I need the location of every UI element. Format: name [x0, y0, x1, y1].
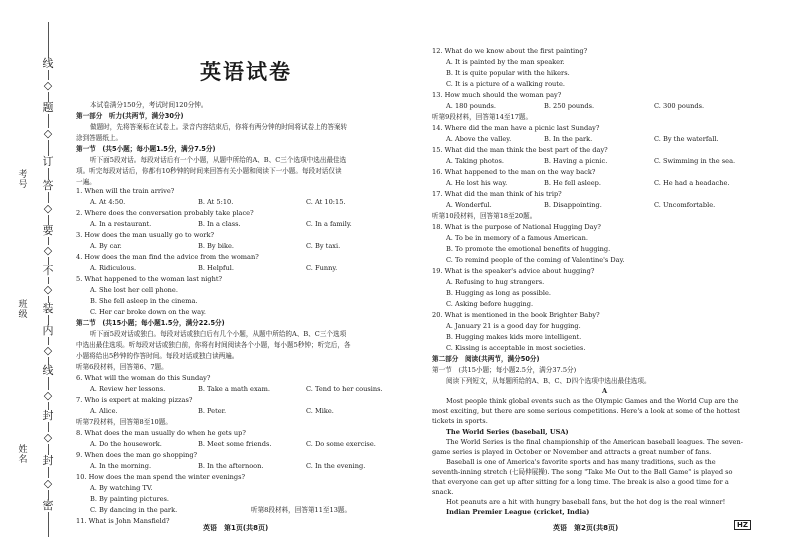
- seal-mark: 封: [39, 410, 57, 422]
- passage-line: Hot peanuts are a hit with hungry baseball fans, but the hot dog is the real winner!: [446, 498, 726, 506]
- question-10: 10. How does the man spend the winter evenings?: [76, 473, 246, 481]
- option: A. Taking photos.: [446, 157, 504, 165]
- option: C. At 10:15.: [306, 198, 346, 206]
- material-note: 听第8段材料，回答第11至13题。: [251, 506, 352, 514]
- option: A. Wonderful.: [446, 201, 492, 209]
- question-1: 1. When will the train arrive?: [76, 187, 175, 195]
- question-18: 18. What is the purpose of National Hugging Day?: [432, 223, 601, 231]
- section-1-heading: 第一节 (共15小题；每小题2.5分，满分37.5分): [432, 366, 577, 374]
- option: A. Do the housework.: [90, 440, 162, 448]
- seal-mark: ◇: [39, 345, 57, 357]
- option: C. To remind people of the coming of Valentine's Day.: [446, 256, 625, 264]
- option: B. She fell asleep in the cinema.: [90, 297, 198, 305]
- option: A. To be in memory of a famous American.: [446, 234, 588, 242]
- instruction-line: 做题时，先将答案标在试卷上。录音内容结束后，你将有两分钟的时间将试卷上的答案转: [90, 123, 348, 131]
- name-label: 姓名: [18, 445, 28, 465]
- material-note: 听第10段材料，回答第18至20题。: [432, 212, 537, 220]
- option: B. To promote the emotional benefits of hugging.: [446, 245, 611, 253]
- instruction-line: 小题将给出5秒钟的作答时间。每段对话或独白读两遍。: [76, 352, 239, 360]
- page-1: [76, 0, 416, 559]
- option: C. Do some exercise.: [306, 440, 376, 448]
- option: A. Review her lessons.: [90, 385, 166, 393]
- instruction-line: 中选出最佳选项。听每段对话或独白前，你将有时间阅读各个小题，每小题5秒钟；听完后，各: [76, 341, 351, 349]
- seal-mark: 题: [39, 102, 57, 114]
- seal-mark: 不: [39, 265, 57, 277]
- option: C. By dancing in the park.: [90, 506, 178, 514]
- paper-code: HZ: [734, 520, 751, 530]
- question-2: 2. Where does the conversation probably take place?: [76, 209, 254, 217]
- seal-mark: ◇: [39, 245, 57, 257]
- seal-mark: 装: [39, 303, 57, 315]
- passage-line: game series is played in October or November and attracts a great number of fans.: [432, 448, 712, 456]
- passage-line: Baseball is one of America's favorite sports and has many traditions, such as the: [446, 458, 716, 466]
- binding-strip: [0, 0, 62, 559]
- option: A. Refusing to hug strangers.: [446, 278, 545, 286]
- option: B. Hugging makes kids more intelligent.: [446, 333, 582, 341]
- option: A. She lost her cell phone.: [90, 286, 178, 294]
- option: A. It is painted by the man speaker.: [446, 58, 565, 66]
- option: C. Mike.: [306, 407, 334, 415]
- instruction-line: 听下面5段对话。每段对话后有一个小题，从题中所给的A、B、C三个选项中选出最佳选: [90, 156, 347, 164]
- seal-mark: ◇: [39, 478, 57, 490]
- question-6: 6. What will the woman do this Sunday?: [76, 374, 211, 382]
- option: B. Disappointing.: [544, 201, 602, 209]
- section-1-heading: 第一节 (共5小题；每小题1.5分，满分7.5分): [76, 145, 216, 153]
- exam-intro: 本试卷满分150分，考试时间120分钟。: [90, 101, 208, 109]
- section-2-heading: 第二节 (共15小题；每小题1.5分，满分22.5分): [76, 319, 225, 327]
- option: B. Hugging as long as possible.: [446, 289, 552, 297]
- seal-mark: ◇: [39, 432, 57, 444]
- option: C. By the waterfall.: [654, 135, 719, 143]
- option: C. By taxi.: [306, 242, 341, 250]
- seal-mark: 线: [39, 58, 57, 70]
- question-4: 4. How does the man find the advice from the woman?: [76, 253, 259, 261]
- question-17: 17. What did the man think of his trip?: [432, 190, 562, 198]
- material-note: 听第6段材料，回答第6、7题。: [76, 363, 168, 371]
- instruction-line: 项。听完每段对话后，你都有10秒钟的时间来回答有关小题和阅读下一小题。每段对话仅读: [76, 167, 342, 175]
- passage-line: snack.: [432, 488, 454, 496]
- seal-mark: ◇: [39, 390, 57, 402]
- instruction-line: 一遍。: [76, 178, 96, 186]
- option: C. Her car broke down on the way.: [90, 308, 207, 316]
- passage-line: The World Series is the final championship of the American baseball leagues. The seven-: [446, 438, 743, 446]
- option: A. Above the valley.: [446, 135, 512, 143]
- option: B. In a class.: [198, 220, 241, 228]
- material-note: 听第7段材料，回答第8至10题。: [76, 418, 172, 426]
- passage-line: that everyone can get up after sitting for a long time. The break is also a good time for a: [432, 478, 729, 486]
- option: A. By car.: [90, 242, 122, 250]
- option: B. It is quite popular with the hikers.: [446, 69, 570, 77]
- option: C. Kissing is acceptable in most societies.: [446, 344, 586, 352]
- option: A. He lost his way.: [446, 179, 508, 187]
- option: A. 180 pounds.: [446, 102, 497, 110]
- option: A. At 4:50.: [90, 198, 126, 206]
- passage-line: seventh-inning stretch (七局伸展操). The song "Take Me Out to the Ball Game" is played so: [432, 468, 733, 476]
- option: C. 300 pounds.: [654, 102, 705, 110]
- seal-mark: 密: [39, 500, 57, 512]
- option: A. January 21 is a good day for hugging.: [446, 322, 581, 330]
- option: C. Asking before hugging.: [446, 300, 534, 308]
- exam-number-label: 考号: [18, 170, 28, 190]
- option: C. It is a picture of a walking route.: [446, 80, 565, 88]
- seal-mark: 封: [39, 455, 57, 467]
- passage-line: most exciting, but there are some serious competitions. Here's a look at some of the hottest: [432, 407, 740, 415]
- option: B. Having a picnic.: [544, 157, 608, 165]
- option: C. In the evening.: [306, 462, 366, 470]
- option: B. At 5:10.: [198, 198, 234, 206]
- option: B. He fell asleep.: [544, 179, 601, 187]
- part-1-heading: 第一部分 听力(共两节，满分30分): [76, 112, 184, 120]
- seal-mark: 答: [39, 180, 57, 192]
- material-note: 听第9段材料，回答第14至17题。: [432, 113, 533, 121]
- question-19: 19. What is the speaker's advice about hugging?: [432, 267, 595, 275]
- passage-line: Most people think global events such as the Olympic Games and the World Cup are the: [446, 397, 739, 405]
- question-9: 9. When does the man go shopping?: [76, 451, 198, 459]
- seal-mark: ◇: [39, 128, 57, 140]
- seal-mark: 订: [39, 156, 57, 168]
- question-5: 5. What happened to the woman last night?: [76, 275, 223, 283]
- option: C. Uncomfortable.: [654, 201, 716, 209]
- question-16: 16. What happened to the man on the way back?: [432, 168, 596, 176]
- option: C. He had a headache.: [654, 179, 730, 187]
- page-2-footer: 英语 第2页(共8页): [553, 524, 619, 532]
- option: B. 250 pounds.: [544, 102, 595, 110]
- instruction-line: 听下面5段对话或独白。每段对话或独白后有几个小题，从题中所给的A、B、C三个选项: [90, 330, 347, 338]
- instruction-line: 阅读下列短文，从每题所给的A、B、C、D四个选项中选出最佳选项。: [446, 377, 651, 385]
- question-7: 7. Who is expert at making pizzas?: [76, 396, 193, 404]
- subheading: The World Series (baseball, USA): [446, 428, 569, 436]
- question-13: 13. How much should the woman pay?: [432, 91, 562, 99]
- seal-mark: ◇: [39, 284, 57, 296]
- option: A. Ridiculous.: [90, 264, 137, 272]
- question-20: 20. What is mentioned in the book Brighter Baby?: [432, 311, 600, 319]
- option: C. Swimming in the sea.: [654, 157, 736, 165]
- option: C. Tend to her cousins.: [306, 385, 383, 393]
- question-3: 3. How does the man usually go to work?: [76, 231, 214, 239]
- instruction-line: 涂到答题纸上。: [76, 134, 123, 142]
- question-12: 12. What do we know about the first painting?: [432, 47, 588, 55]
- seal-mark: ◇: [39, 80, 57, 92]
- page-title: 英语试卷: [200, 60, 292, 84]
- question-14: 14. Where did the man have a picnic last Sunday?: [432, 124, 600, 132]
- seal-mark: ◇: [39, 203, 57, 215]
- question-11: 11. What is John Mansfield?: [76, 517, 170, 525]
- subheading: Indian Premier League (cricket, India): [446, 508, 590, 516]
- option: B. By bike.: [198, 242, 235, 250]
- question-15: 15. What did the man think the best part of the day?: [432, 146, 608, 154]
- option: A. In a restaurant.: [90, 220, 152, 228]
- option: B. Helpful.: [198, 264, 234, 272]
- page-2: [432, 0, 792, 559]
- option: B. Meet some friends.: [198, 440, 272, 448]
- option: B. In the park.: [544, 135, 593, 143]
- option: B. By painting pictures.: [90, 495, 169, 503]
- passage-line: tickets in sports.: [432, 417, 488, 425]
- part-2-heading: 第二部分 阅读(共两节，满分50分): [432, 355, 540, 363]
- option: C. Funny.: [306, 264, 338, 272]
- passage-label: A: [601, 387, 608, 395]
- class-label: 班级: [18, 300, 28, 320]
- option: B. In the afternoon.: [198, 462, 264, 470]
- seal-mark: 内: [39, 325, 57, 337]
- page-1-footer: 英语 第1页(共8页): [203, 524, 269, 532]
- option: A. By watching TV.: [90, 484, 153, 492]
- option: A. Alice.: [90, 407, 118, 415]
- seal-mark: 线: [39, 365, 57, 377]
- option: B. Take a math exam.: [198, 385, 270, 393]
- option: A. In the morning.: [90, 462, 152, 470]
- seal-mark: 要: [39, 225, 57, 237]
- question-8: 8. What does the man usually do when he gets up?: [76, 429, 246, 437]
- option: B. Peter.: [198, 407, 227, 415]
- option: C. In a family.: [306, 220, 352, 228]
